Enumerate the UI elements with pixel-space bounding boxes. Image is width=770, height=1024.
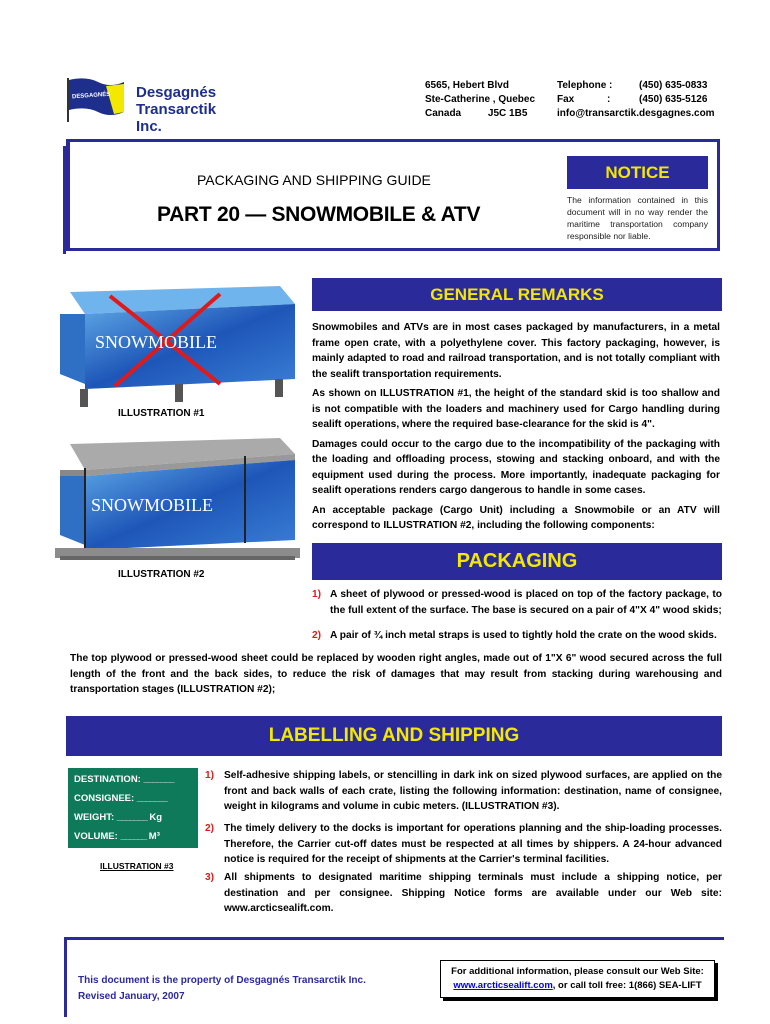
phone-value: (450) 635-0833 — [639, 80, 708, 91]
company-name-line1: Desgagnés — [136, 84, 217, 101]
illustration3-caption: ILLUSTRATION #3 — [100, 861, 174, 871]
shipping-label-sample — [68, 768, 198, 848]
footer-rule-left — [64, 937, 67, 1017]
packaging-item1-number: 1) — [312, 589, 322, 600]
fax-colon: : — [607, 94, 611, 105]
labelling-item1-number: 1) — [205, 770, 215, 781]
general-remarks-heading: GENERAL REMARKS — [312, 278, 722, 311]
guide-title: PACKAGING AND SHIPPING GUIDE — [197, 172, 431, 188]
labelling-heading: LABELLING AND SHIPPING — [66, 716, 722, 756]
footer-property: This document is the property of Desgagnés Transarctik Inc. — [78, 975, 366, 986]
label-destination: DESTINATION: — [74, 774, 141, 785]
labelling-item2-number: 2) — [205, 823, 215, 834]
labelling-item-3 — [205, 870, 722, 917]
illustration1-caption: ILLUSTRATION #1 — [118, 408, 205, 419]
illustration2-caption: ILLUSTRATION #2 — [118, 569, 205, 580]
packaging-paragraph: The top plywood or pressed-wood sheet could be replaced by wooden right angles, made out of 1"X 6" wood secured across the full length of the front and the back sides, to reduce the risk of damages that may result from stacking during warehousing and transportation stages (ILLUSTRATION #2); — [70, 653, 722, 695]
footer-info-line1: For additional information, please consult our Web Site: — [451, 966, 704, 977]
footer-revised: Revised January, 2007 — [78, 991, 185, 1002]
label-volume-row: VOLUME: ______ M³ — [74, 831, 160, 842]
address-line1: 6565, Hebert Blvd — [425, 80, 509, 91]
footer-info-box — [440, 960, 715, 998]
fax-label: Fax — [557, 94, 575, 105]
email[interactable]: info@transarctik.desgagnes.com — [557, 108, 715, 119]
remarks-paragraph-1: Snowmobiles and ATVs are in most cases packaged by manufacturers, in a metal frame open crate, with a polyethylene cover. This factory packaging, however, is mainly adapted to road and railroad transportation, and is not totally compliant with the sealift transportation requirements. — [312, 322, 720, 380]
labelling-item1-text: Self-adhesive shipping labels, or stencilling in dark ink on sized plywood surfaces, are applied on the front and back walls of each crate, listing the following information: destination, name of consignee, weight in kilograms and volume in cubic meters. (ILLUSTRATION #3). — [224, 770, 722, 812]
remarks-paragraph-2: As shown on ILLUSTRATION #1, the height of the standard skid is too shallow and is not compatible with the loaders and machinery used for Cargo handling during sealift operations, where the required base-clearance for the skid is 4". — [312, 388, 720, 430]
remarks-paragraph-3: Damages could occur to the cargo due to the incompatibility of the packaging with the loading and offloading process, stowing and stacking onboard, and with the equipment used during the process. More importantly, inadequate packaging for sealift operations renders cargo dangerous to handle in some cases. — [312, 438, 720, 496]
packaging-item2-number: 2) — [312, 630, 322, 641]
address-line3 — [425, 107, 545, 121]
address-city: Canada — [425, 108, 462, 119]
phone-label: Telephone : — [557, 80, 613, 91]
flag-text: DESGAGNÉS — [71, 91, 111, 101]
labelling-item3-number: 3) — [205, 872, 215, 883]
company-name-line2: Transarctik Inc. — [136, 101, 217, 135]
address-postal: J5C 1B5 — [487, 108, 528, 119]
labelling-item3-text: All shipments to designated maritime shipping terminals must include a shipping notice, per destination and per consignee. Shipping Notice forms are available under our Web site: www.arcticsealift.com. — [224, 872, 722, 914]
label-weight: WEIGHT: — [74, 812, 115, 823]
label-weight-unit: Kg — [149, 812, 163, 823]
crate1-label: SNOWMOBILE — [95, 332, 217, 352]
notice-heading: NOTICE — [567, 156, 708, 189]
website-link[interactable]: www.arcticsealift.com — [453, 980, 553, 991]
label-volume: VOLUME: — [74, 831, 118, 842]
labelling-item-1 — [205, 768, 722, 815]
labelling-item-2 — [205, 821, 722, 868]
label-volume-unit: M³ — [148, 831, 160, 842]
fax-value: (450) 635-5126 — [639, 94, 708, 105]
label-consignee-row: CONSIGNEE: _______ — [74, 793, 167, 804]
general-remarks-body — [312, 320, 720, 538]
packaging-item2-text: A pair of ¾ inch metal straps is used to tightly hold the crate on the wood skids. — [330, 630, 717, 641]
packaging-heading: PACKAGING — [312, 543, 722, 580]
phone-row — [557, 79, 757, 93]
part-title: PART 20 — SNOWMOBILE & ATV — [157, 203, 481, 226]
remarks-paragraph-4: An acceptable package (Cargo Unit) including a Snowmobile or an ATV will correspond to ILLUSTRATION #2, including the following components: — [312, 504, 720, 531]
packaging-item-1 — [312, 587, 722, 618]
label-destination-row: DESTINATION: _______ — [74, 774, 174, 785]
fax-row — [557, 93, 757, 107]
packaging-item-2 — [312, 628, 722, 644]
label-weight-row: WEIGHT: _______ Kg — [74, 812, 163, 823]
footer-rule-top — [64, 937, 724, 940]
title-shadow — [63, 146, 66, 254]
address-line2: Ste-Catherine , Quebec — [425, 94, 536, 105]
notice-text: The information contained in this document will in no way render the maritime transportation company responsible nor liable. — [567, 195, 708, 241]
footer-info-line2 — [441, 979, 714, 993]
company-logo — [66, 76, 241, 135]
label-consignee: CONSIGNEE: — [74, 793, 135, 804]
packaging-item1-text: A sheet of plywood or pressed-wood is placed on top of the factory package, to the full extent of the surface. The base is secured on a pair of 4"X 4" wood skids; — [330, 589, 722, 616]
labelling-item2-text: The timely delivery to the docks is important for operations planning and the ship-loading processes. Therefore, the Carrier cut-off dates must be respected at all times by shippers. A 24-hour advanced notice is required for the receipt of shipments at the Carrier's terminal facilities. — [224, 823, 722, 865]
address-block — [425, 79, 545, 121]
contact-block — [557, 79, 757, 121]
footer-toll-free: , or call toll free: 1(866) SEA-LIFT — [552, 980, 702, 991]
crate2-label: SNOWMOBILE — [91, 495, 213, 515]
